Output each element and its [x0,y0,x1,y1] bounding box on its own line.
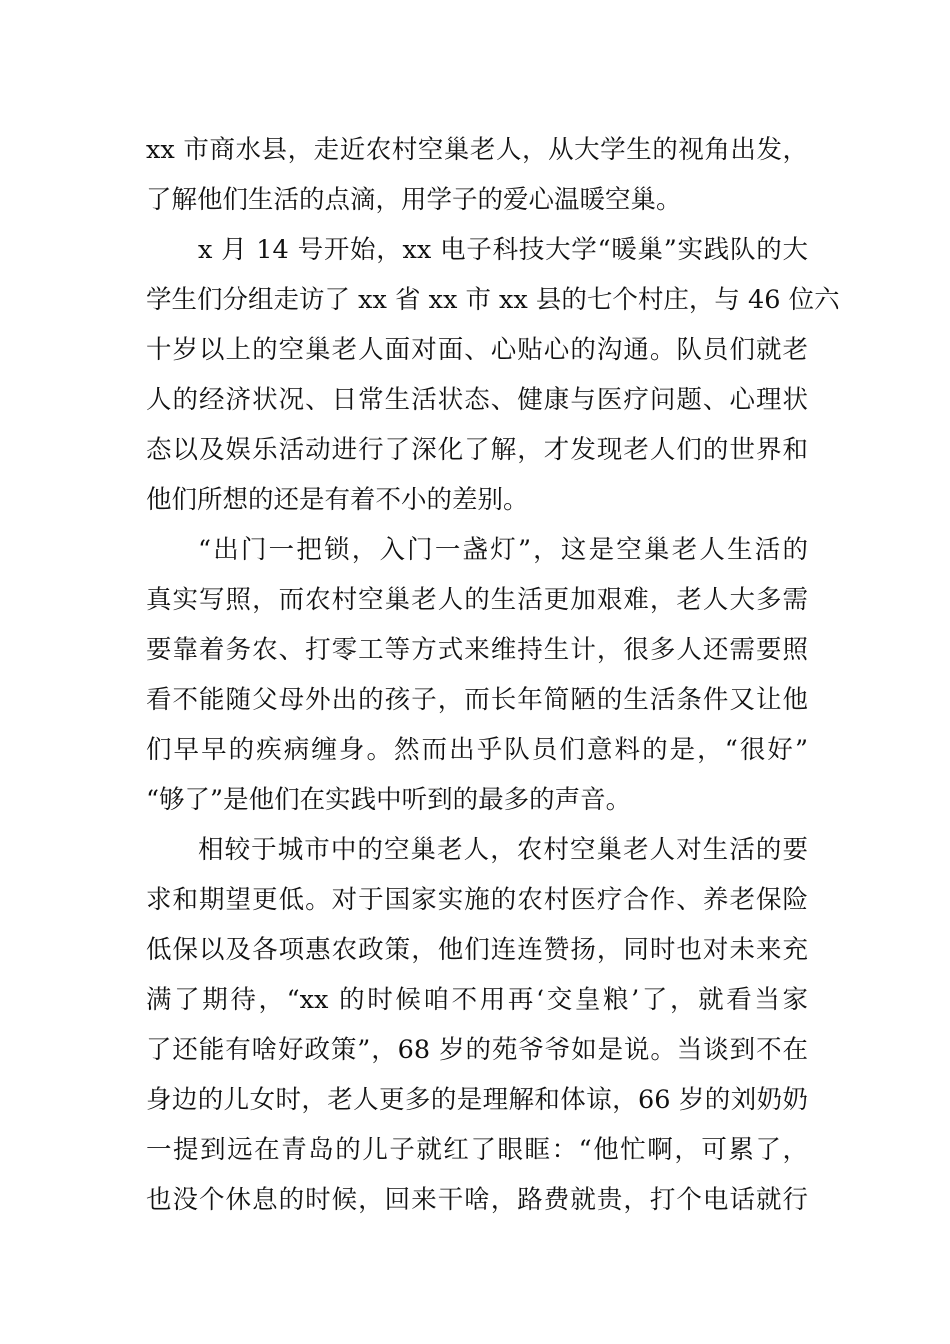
paragraph-4-line-8: 也没个休息的时候，回来干啥，路费就贵，打个电话就行 [146,1185,808,1215]
paragraph-2-line-3: 十岁以上的空巢老人面对面、心贴心的沟通。队员们就老 [146,335,808,365]
paragraph-4-line-6: 身边的儿女时，老人更多的是理解和体谅，66 岁的刘奶奶 [146,1085,808,1115]
paragraph-3-line-3: 要靠着务农、打零工等方式来维持生计，很多人还需要照 [146,635,808,665]
paragraph-3-line-1: “出门一把锁，入门一盏灯”，这是空巢老人生活的 [198,535,808,565]
paragraph-4-line-4: 满了期待，“xx 的时候咱不用再‘交皇粮’了，就看当家 [146,985,808,1015]
paragraph-4-line-3: 低保以及各项惠农政策，他们连连赞扬，同时也对未来充 [146,935,808,965]
paragraph-2-line-2: 学生们分组走访了 xx 省 xx 市 xx 县的七个村庄，与 46 位六 [146,285,840,315]
paragraph-3-line-4: 看不能随父母外出的孩子，而长年简陋的生活条件又让他 [146,685,808,715]
paragraph-1-line-1: xx 市商水县，走近农村空巢老人，从大学生的视角出发， [146,135,808,165]
paragraph-2-line-1: x 月 14 号开始，xx 电子科技大学“暖巢”实践队的大 [198,235,808,265]
paragraph-3-line-2: 真实写照，而农村空巢老人的生活更加艰难，老人大多需 [146,585,808,615]
paragraph-2-line-5: 态以及娱乐活动进行了深化了解，才发现老人们的世界和 [146,435,808,465]
paragraph-2-line-6: 他们所想的还是有着不小的差别。 [146,485,529,515]
paragraph-3-line-5: 们早早的疾病缠身。然而出乎队员们意料的是，“很好” [146,735,808,765]
paragraph-4-line-2: 求和期望更低。对于国家实施的农村医疗合作、养老保险 [146,885,808,915]
paragraph-2-line-4: 人的经济状况、日常生活状态、健康与医疗问题、心理状 [146,385,808,415]
paragraph-3-line-6: “够了”是他们在实践中听到的最多的声音。 [146,785,632,815]
paragraph-1-line-2: 了解他们生活的点滴，用学子的爱心温暖空巢。 [146,185,682,215]
paragraph-4-line-5: 了还能有啥好政策”，68 岁的苑爷爷如是说。当谈到不在 [146,1035,808,1065]
paragraph-4-line-1: 相较于城市中的空巢老人，农村空巢老人对生活的要 [198,835,808,865]
paragraph-4-line-7: 一提到远在青岛的儿子就红了眼眶：“他忙啊，可累了， [146,1135,808,1165]
